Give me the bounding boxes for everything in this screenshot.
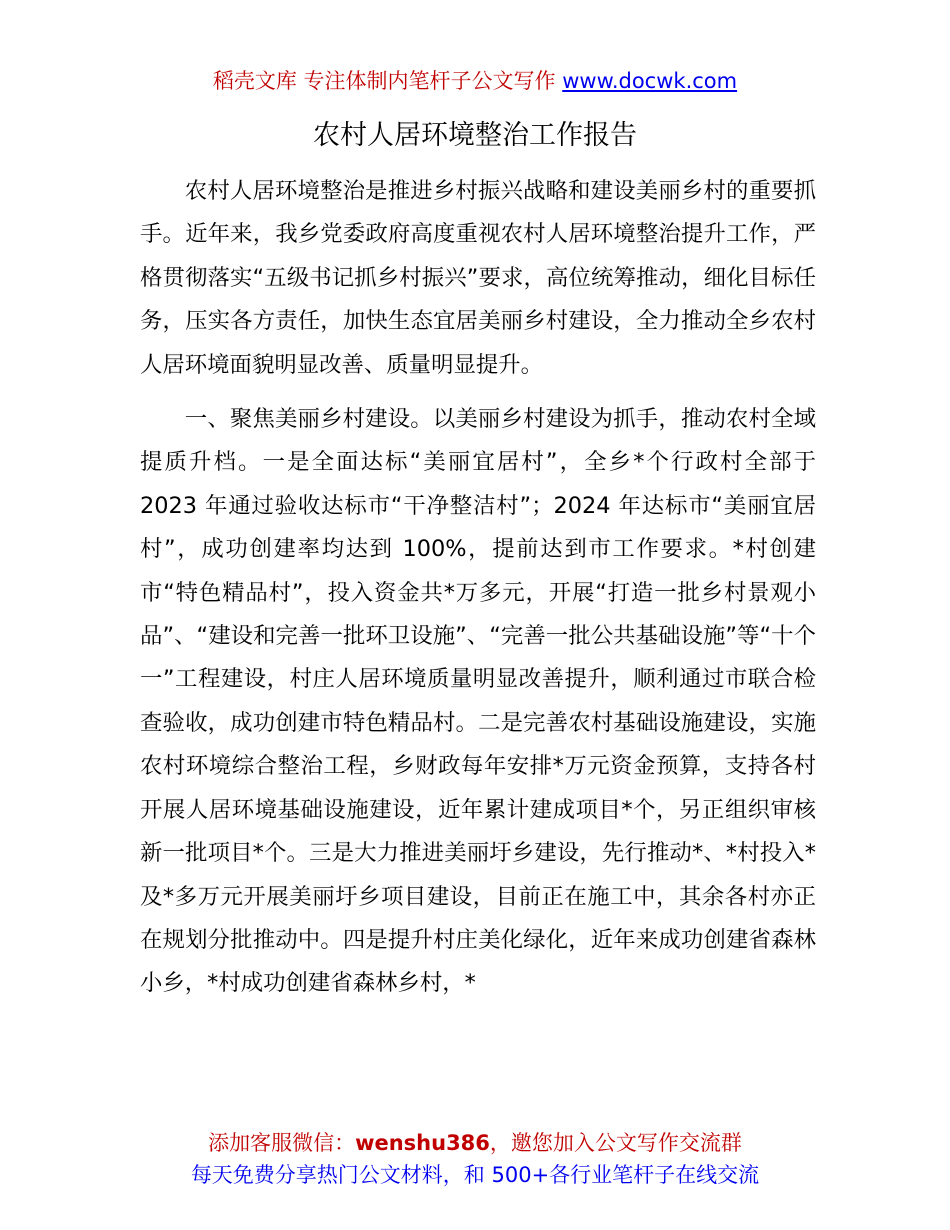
paragraph-section-1: 一、聚焦美丽乡村建设。以美丽乡村建设为抓手，推动农村全域提质升档。一是全面达标“美丽宜居村”，全乡*个行政村全部于 2023 年通过验收达标市“干净整洁村”；2024 年达标市“美丽宜居村”，成功创建率均达到 100%，提前达到市工作要求。*村创建市“特色精品村”，投入资金共*万多元，开展“打造一批乡村景观小品”、“建设和完善一批环卫设施”、“完善一批公共基础设施”等“十个一”工程建设，村庄人居环境质量明显改善提升，顺利通过市联合检查验收，成功创建市特色精品村。二是完善农村基础设施建设，实施农村环境综合整治工程，乡财政每年安排*万元资金预算，支持各村开展人居环境基础设施建设，近年累计建成项目*个，另正组织审核新一批项目*个。三是大力推进美丽圩乡建设，先行推动*、*村投入*及*多万元开展美丽圩乡项目建设，目前正在施工中，其余各村亦正在规划分批推动中。四是提升村庄美化绿化，近年来成功创建省森林小乡，*村成功创建省森林乡村，*: [140, 406, 816, 997]
site-slogan: 稻壳文库 专注体制内笔杆子公文写作: [212, 69, 563, 93]
footer-contact: [0, 1128, 950, 1158]
footer-suffix: ，邀您加入公文写作交流群: [489, 1131, 742, 1155]
footer-promo: 每天免费分享热门公文材料，和 500+各行业笔杆子在线交流: [190, 1163, 760, 1187]
document-title: 农村人居环境整治工作报告: [313, 120, 637, 151]
site-header: [0, 66, 950, 96]
paragraph-intro: 农村人居环境整治是推进乡村振兴战略和建设美丽乡村的重要抓手。近年来，我乡党委政府高度重视农村人居环境整治提升工作，严格贯彻落实“五级书记抓乡村振兴”要求，高位统筹推动，细化目标任务，压实各方责任，加快生态宜居美丽乡村建设，全力推动全乡农村人居环境面貌明显改善、质量明显提升。: [140, 178, 816, 378]
footer-prefix: 添加客服微信：: [208, 1131, 356, 1155]
document-body: [140, 170, 816, 1006]
site-link[interactable]: www.docwk.com: [562, 69, 738, 93]
wechat-id: wenshu386: [355, 1131, 490, 1155]
